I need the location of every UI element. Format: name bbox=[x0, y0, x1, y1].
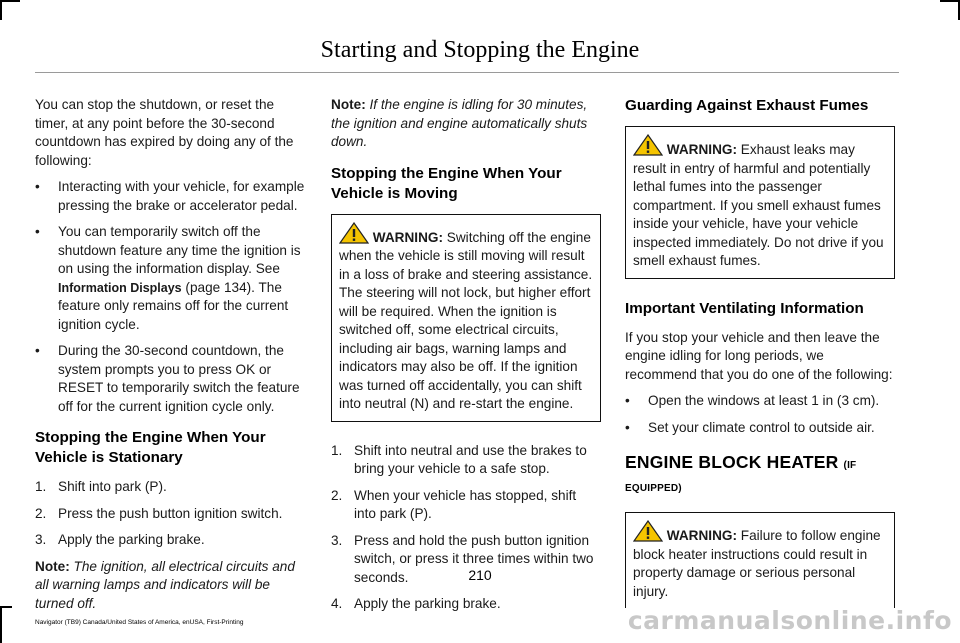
list-item: 3. Apply the parking brake. bbox=[35, 532, 205, 547]
header-divider bbox=[35, 72, 899, 73]
warning-text: Failure to follow engine block heater instructions could result in property damage or serious personal injury. bbox=[633, 528, 881, 599]
list-item: 4. Apply the parking brake. bbox=[331, 596, 501, 611]
bullet-icon: • bbox=[35, 179, 40, 194]
bullet-list bbox=[625, 392, 895, 437]
warning-triangle-icon bbox=[339, 230, 369, 245]
list-item: 3. Press and hold the push button ignition switch, or press it three times within two seconds. bbox=[331, 532, 594, 585]
cross-reference-link[interactable]: Information Displays bbox=[58, 280, 182, 295]
list-item: 1. Shift into park (P). bbox=[35, 479, 167, 494]
list-item: 2. Press the push button ignition switch. bbox=[35, 505, 283, 521]
warning-label: WARNING: bbox=[666, 142, 738, 157]
warning-triangle-icon bbox=[633, 528, 663, 543]
bullet-icon: • bbox=[35, 343, 40, 358]
bullet-icon: • bbox=[35, 224, 40, 239]
section-heading: Stopping the Engine When Your Vehicle is Moving bbox=[331, 164, 562, 202]
section-heading: Stopping the Engine When Your Vehicle is Stationary bbox=[35, 429, 266, 466]
list-item: 1. Shift into neutral and use the brakes to bring your vehicle to a safe stop. bbox=[331, 442, 587, 476]
intro-paragraph: You can stop the shutdown, or reset the timer, at any point before the 30-second countdown has expired by doing any of the following: bbox=[35, 97, 294, 168]
column-right bbox=[625, 96, 895, 608]
section-heading: Important Ventilating Information bbox=[625, 299, 864, 317]
warning-text: Exhaust leaks may result in entry of harmful and potentially lethal fumes into the passenger compartment. If you smell exhaust fumes inside your vehicle, have your vehicle inspected immediately. Do not drive if you smell exhaust fumes. bbox=[633, 142, 884, 268]
warning-box bbox=[625, 126, 895, 279]
warning-box bbox=[625, 512, 895, 608]
note-paragraph: Note: If the engine is idling for 30 minutes, the ignition and engine automatically shuts down. bbox=[331, 97, 588, 149]
note-paragraph: Note: The ignition, all electrical circuits and all warning lamps and indicators will be turned off. bbox=[35, 558, 295, 611]
body-paragraph: If you stop your vehicle and then leave the engine idling for long periods, we recommend that you do one of the following: bbox=[625, 329, 893, 382]
crop-mark bbox=[0, 0, 2, 20]
section-heading: Guarding Against Exhaust Fumes bbox=[625, 97, 869, 114]
footer-text: Navigator (TB9) Canada/United States of America, enUSA, First-Printing bbox=[35, 619, 244, 626]
warning-label: WARNING: bbox=[666, 528, 738, 543]
warning-triangle-icon bbox=[633, 142, 663, 157]
warning-label: WARNING: bbox=[372, 229, 444, 245]
steps-list bbox=[331, 442, 601, 614]
bullet-list bbox=[35, 178, 305, 416]
warning-box bbox=[331, 214, 601, 422]
column-middle bbox=[331, 96, 601, 622]
chapter-heading: ENGINE BLOCK HEATER (IF EQUIPPED) bbox=[625, 452, 857, 494]
list-item: • You can temporarily switch off the shutdown feature any time the ignition is on using the information display. See Information Displays (page 134). The feature only remains off for the current ignition cycle. bbox=[35, 224, 301, 332]
watermark: carmanualsonline.info bbox=[627, 606, 952, 635]
crop-mark bbox=[0, 606, 12, 608]
bullet-icon: • bbox=[625, 419, 630, 435]
list-item: • Set your climate control to outside air. bbox=[625, 419, 895, 438]
crop-mark bbox=[0, 606, 2, 643]
page-title: Starting and Stopping the Engine bbox=[320, 37, 640, 63]
column-left bbox=[35, 96, 305, 621]
bullet-icon: • bbox=[625, 393, 630, 408]
page-number: 210 bbox=[468, 567, 492, 583]
list-item: 2. When your vehicle has stopped, shift into park (P). bbox=[331, 487, 577, 521]
warning-text: Switching off the engine when the vehicle is still moving will result in a loss of brake and steering assistance. The steering will not lock, but higher effort will be required. When the ignition is switched off, some electrical circuits, including air bags, warning lamps and indicators may also be off. If the ignition was turned off accidentally, you can shift into neutral (N) and re-start the engine. bbox=[339, 229, 593, 411]
crop-mark bbox=[0, 0, 20, 2]
list-item: • Interacting with your vehicle, for example pressing the brake or accelerator pedal. bbox=[35, 179, 305, 213]
crop-mark bbox=[940, 0, 960, 2]
steps-list bbox=[35, 478, 305, 550]
list-item: • During the 30-second countdown, the system prompts you to press OK or RESET to temporarily switch the feature off for the current ignition cycle only. bbox=[35, 343, 300, 414]
list-item: • Open the windows at least 1 in (3 cm). bbox=[625, 392, 895, 411]
